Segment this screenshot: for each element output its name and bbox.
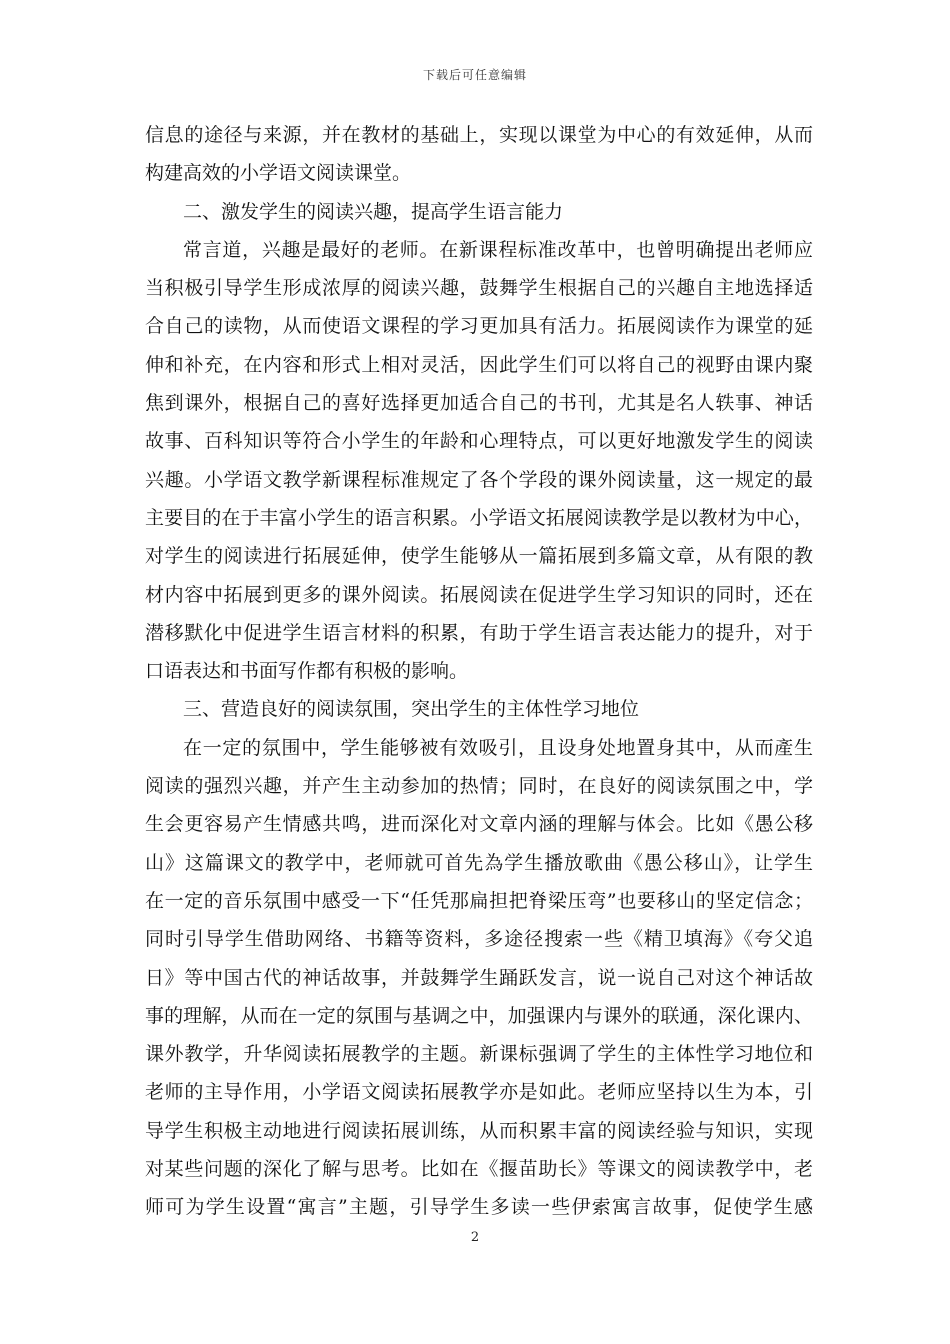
text-line: 潜移默化中促进学生语言材料的积累，有助于学生语言表达能力的提升，对于 (145, 621, 813, 644)
text-line: 课外教学，升华阅读拓展教学的主题。新课标强调了学生的主体性学习地位和 (145, 1043, 813, 1066)
text-line: 当积极引导学生形成浓厚的阅读兴趣，鼓舞学生根据自己的兴趣自主地选择适 (145, 277, 813, 300)
text-line: 常言道，兴趣是最好的老师。在新课程标准改革中，也曾明确提出老师应 (183, 238, 813, 261)
text-line: 师可为学生设置“寓言”主题，引导学生多读一些伊索寓言故事，促使学生感 (145, 1196, 813, 1219)
text-line: 同时引导学生借助网络、书籍等资料，多途径搜索一些《精卫填海》《夸父追 (145, 928, 813, 951)
text-line: 对某些问题的深化了解与思考。比如在《揠苗助长》等课文的阅读教学中，老 (145, 1158, 813, 1181)
text-line: 老师的主导作用，小学语文阅读拓展教学亦是如此。老师应坚持以生为本，引 (145, 1081, 813, 1104)
text-line: 山》这篇课文的教学中，老师就可首先為学生播放歌曲《愚公移山》，让学生 (145, 851, 813, 874)
page-number: 2 (470, 1230, 480, 1245)
document-body (145, 116, 813, 1227)
section-heading: 二、激发学生的阅读兴趣，提高学生语言能力 (183, 200, 564, 223)
text-line: 口语表达和书面写作都有积极的影响。 (145, 660, 469, 683)
text-line: 生会更容易产生情感共鸣，进而深化对文章内涵的理解与体会。比如《愚公移 (145, 813, 813, 836)
text-line: 日》等中国古代的神话故事，并鼓舞学生踊跃发言，说一说自己对这个神话故 (145, 966, 813, 989)
page-header: 下载后可任意编辑 (422, 68, 527, 82)
text-line: 导学生积极主动地进行阅读拓展训练，从而积累丰富的阅读经验与知识，实现 (145, 1119, 813, 1142)
text-line: 对学生的阅读进行拓展延伸，使学生能够从一篇拓展到多篇文章，从有限的教 (145, 545, 813, 568)
text-line: 材内容中拓展到更多的课外阅读。拓展阅读在促进学生学习知识的同时，还在 (145, 583, 813, 606)
text-line: 伸和补充，在内容和形式上相对灵活，因此学生们可以将自己的视野由课内聚 (145, 353, 813, 376)
text-line: 在一定的氛围中，学生能够被有效吸引，且设身处地置身其中，从而產生 (183, 736, 813, 759)
section-heading: 三、营造良好的阅读氛围，突出学生的主体性学习地位 (183, 698, 640, 721)
text-line: 焦到课外，根据自己的喜好选择更加适合自己的书刊，尤其是名人轶事、神话 (145, 392, 813, 415)
text-line: 阅读的强烈兴趣，并产生主动参加的热情；同时，在良好的阅读氛围之中，学 (145, 775, 813, 798)
text-line: 构建高效的小学语文阅读课堂。 (145, 162, 412, 185)
text-line: 主要目的在于丰富小学生的语言积累。小学语文拓展阅读教学是以教材为中心， (145, 506, 813, 529)
text-line: 信息的途径与来源，并在教材的基础上，实现以课堂为中心的有效延伸，从而 (145, 124, 813, 146)
text-line: 故事、百科知识等符合小学生的年龄和心理特点，可以更好地激发学生的阅读 (145, 430, 813, 453)
text-line: 兴趣。小学语文教学新课程标准规定了各个学段的课外阅读量，这一规定的最 (145, 468, 813, 491)
text-line: 合自己的读物，从而使语文课程的学习更加具有活力。拓展阅读作为课堂的延 (145, 315, 813, 338)
text-line: 在一定的音乐氛围中感受一下“任凭那扁担把脊梁压弯”也要移山的坚定信念； (145, 889, 813, 912)
text-line: 事的理解，从而在一定的氛围与基调之中，加强课内与课外的联通，深化课内、 (145, 1004, 813, 1027)
